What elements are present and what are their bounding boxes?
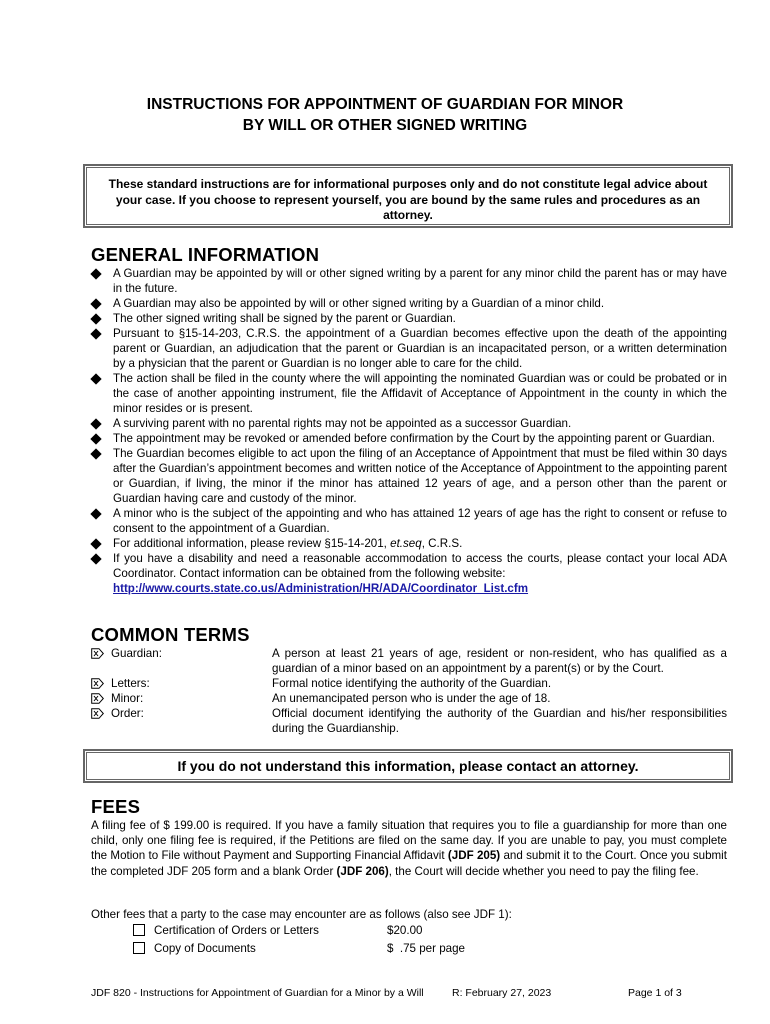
fee-label: Certification of Orders or Letters <box>154 924 319 937</box>
list-item: A surviving parent with no parental rights may not be appointed as a successor Guardian. <box>91 416 727 431</box>
diamond-bullet-icon <box>90 538 101 549</box>
term-row <box>91 646 727 676</box>
diamond-bullet-icon <box>90 328 101 339</box>
other-fees-paragraph: Other fees that a party to the case may encounter are as follows (also see JDF 1): <box>91 908 512 921</box>
diamond-bullet-icon <box>90 268 101 279</box>
term-label: Letters: <box>111 677 150 690</box>
footer-page-number: Page 1 of 3 <box>628 987 682 999</box>
term-label: Guardian: <box>111 647 162 660</box>
footer-form-title: JDF 820 - Instructions for Appointment of Guardian for a Minor by a Will <box>91 987 424 999</box>
footer-revision-date: R: February 27, 2023 <box>452 987 552 999</box>
common-terms-heading: COMMON TERMS <box>91 624 250 645</box>
checkbox-icon <box>133 942 145 954</box>
term-label: Minor: <box>111 692 144 705</box>
fee-amount: $20.00 <box>387 924 423 937</box>
term-definition: A person at least 21 years of age, resident or non-resident, who has qualified as a guardian of a minor based on an appointment by a parent(s) or by the Court. <box>272 647 727 675</box>
list-item: The appointment may be revoked or amended before confirmation by the Court by the appointing parent or Guardian. <box>91 431 727 446</box>
attorney-notice-text: If you do not understand this information, please contact an attorney. <box>177 758 639 774</box>
list-item: A Guardian may also be appointed by will or other signed writing by a Guardian of a minor child. <box>91 296 727 311</box>
term-row <box>91 706 727 736</box>
disclaimer-text: These standard instructions are for informational purposes only and do not constitute legal advice about your case. If you choose to represent yourself, you are bound by the same rules and procedures as an attorney. <box>108 177 708 222</box>
list-item: For additional information, please review §15-14-201, et.seq, C.R.S. <box>91 536 727 551</box>
term-definition: Official document identifying the authority of the Guardian and his/her responsibilities during the Guardianship. <box>272 707 727 735</box>
diamond-bullet-icon <box>90 373 101 384</box>
list-item: A Guardian may be appointed by will or other signed writing by a parent for any minor child the parent has or may have in the future. <box>91 266 727 296</box>
checked-box-icon <box>91 693 104 704</box>
fee-item <box>133 941 465 956</box>
common-terms-list <box>91 646 727 736</box>
checked-box-icon <box>91 678 104 689</box>
list-item: The Guardian becomes eligible to act upon the filing of an Acceptance of Appointment that must be filed within 30 days after the Guardian’s appointment becomes and written notice of the Acceptance of Appointment to the appointing parent or Guardian, if living, the minor if the minor has attained 12 years of age, and a person other than the parent or Guardian having care and custody of the minor. <box>91 446 727 506</box>
diamond-bullet-icon <box>90 448 101 459</box>
term-label: Order: <box>111 707 144 720</box>
diamond-bullet-icon <box>90 508 101 519</box>
general-information-heading: GENERAL INFORMATION <box>91 244 320 265</box>
term-definition: Formal notice identifying the authority of the Guardian. <box>272 677 552 690</box>
diamond-bullet-icon <box>90 553 101 564</box>
fee-label: Copy of Documents <box>154 942 256 955</box>
checked-box-icon <box>91 648 104 659</box>
checkbox-icon <box>133 924 145 936</box>
list-item: A minor who is the subject of the appointing and who has attained 12 years of age has the right to consent or refuse to consent to the appointment of a Guardian. <box>91 506 727 536</box>
fees-heading: FEES <box>91 796 141 817</box>
fees-paragraph: A filing fee of $ 199.00 is required. If you have a family situation that requires you to file a guardianship for more than one child, only one filing fee is required, if the Petitions are filed on the same day. If you are unable to pay, you must complete the Motion to File without Payment and Supporting Financial Affidavit (JDF 205) and submit it to the Court. Once you submit the completed JDF 205 form and a blank Order (JDF 206), the Court will decide whether you need to pay the filing fee. <box>91 819 727 878</box>
list-item-ada: If you have a disability and need a reasonable accommodation to access the courts, please contact your local ADA Coordinator. Contact information can be obtained from the following website: http://www.courts.state.co.us/Administration/HR/ADA/Coordinator_List.cfm <box>91 551 727 596</box>
list-item: The action shall be filed in the county where the will appointing the nominated Guardian was or could be probated or in the case of another appointing instrument, file the Affidavit of Acceptance of Appointment in the county in which the minor resides or is present. <box>91 371 727 416</box>
fee-item <box>133 923 422 938</box>
diamond-bullet-icon <box>90 298 101 309</box>
term-definition: An unemancipated person who is under the age of 18. <box>272 692 551 705</box>
diamond-bullet-icon <box>90 313 101 324</box>
document-title-line2: BY WILL OR OTHER SIGNED WRITING <box>242 117 528 134</box>
term-row <box>91 691 727 706</box>
diamond-bullet-icon <box>90 418 101 429</box>
disclaimer-box <box>83 164 733 228</box>
list-item: Pursuant to §15-14-203, C.R.S. the appointment of a Guardian becomes effective upon the death of the appointing parent or Guardian, an adjudication that the parent or Guardian is an incapacitated person, or a written determination by a physician that the parent or Guardian is no longer able to care for the child. <box>91 326 727 371</box>
list-item: The other signed writing shall be signed by the parent or Guardian. <box>91 311 727 326</box>
fee-amount: $ .75 per page <box>387 942 465 955</box>
ada-coordinator-link[interactable]: http://www.courts.state.co.us/Administration/HR/ADA/Coordinator_List.cfm <box>113 582 529 595</box>
attorney-notice-box <box>83 749 733 783</box>
diamond-bullet-icon <box>90 433 101 444</box>
general-information-list <box>91 266 727 596</box>
checked-box-icon <box>91 708 104 719</box>
document-title-line1: INSTRUCTIONS FOR APPOINTMENT OF GUARDIAN FOR MINOR <box>146 96 624 113</box>
term-row <box>91 676 727 691</box>
